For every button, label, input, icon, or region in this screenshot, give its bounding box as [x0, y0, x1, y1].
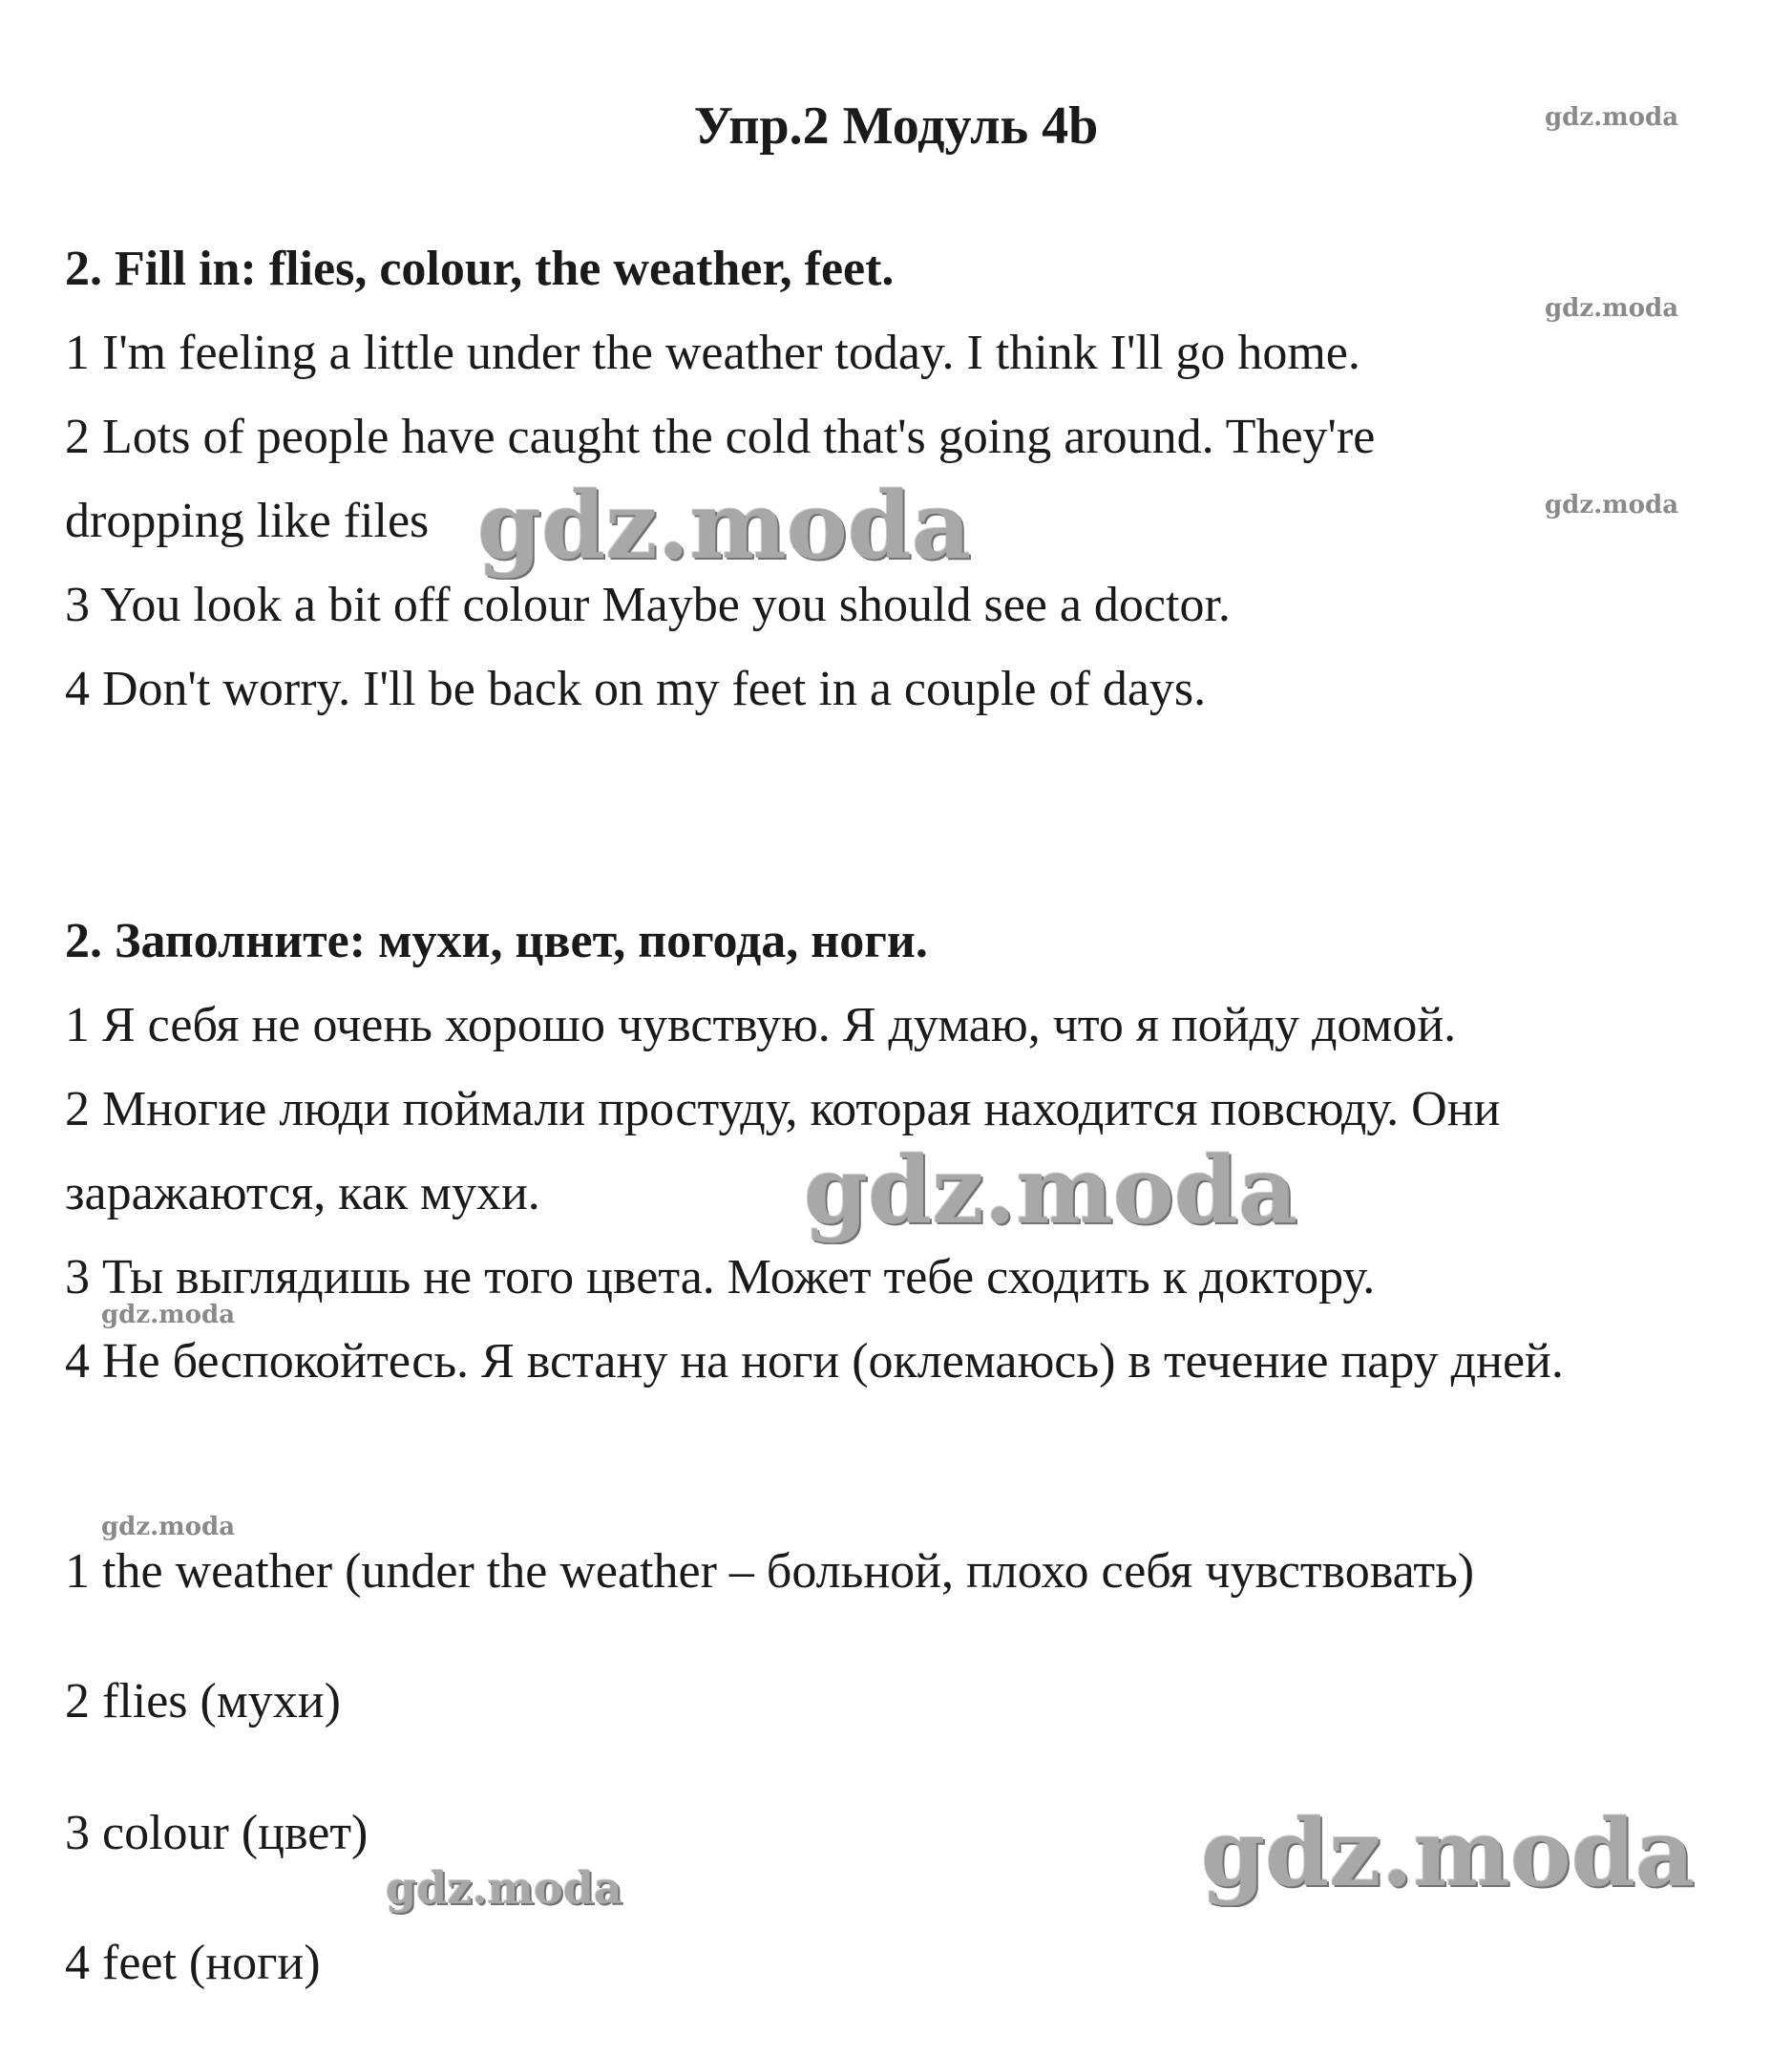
- russian-heading: 2. Заполните: мухи, цвет, погода, ноги.: [65, 914, 928, 968]
- russian-line-1: 1 Я себя не очень хорошо чувствую. Я думаю, что я пойду домой.: [65, 998, 1457, 1052]
- answer-1: 1 the weather (under the weather – больной, плохо себя чувствовать): [65, 1544, 1475, 1599]
- russian-line-2: 2 Многие люди поймали простуду, которая находится повсюду. Они: [65, 1082, 1501, 1136]
- english-line-4: 3 You look a bit off colour Maybe you should see a doctor.: [65, 578, 1231, 632]
- watermark-large: gdz.moda: [477, 472, 972, 580]
- page-title: Упр.2 Модуль 4b: [693, 96, 1099, 156]
- watermark-small: gdz.moda: [1545, 294, 1679, 323]
- watermark-small: gdz.moda: [101, 1513, 236, 1541]
- watermark-large: gdz.moda: [1201, 1799, 1696, 1907]
- english-line-3: dropping like files: [65, 494, 430, 548]
- watermark-small: gdz.moda: [101, 1301, 236, 1329]
- watermark-small: gdz.moda: [1545, 491, 1679, 520]
- english-line-1: 1 I'm feeling a little under the weather today. I think I'll go home.: [65, 326, 1360, 380]
- english-heading: 2. Fill in: flies, colour, the weather, feet.: [65, 242, 895, 296]
- watermark-large: gdz.moda: [804, 1136, 1298, 1244]
- russian-line-5: 4 Не беспокойтесь. Я встану на ноги (оклемаюсь) в течение пару дней.: [65, 1334, 1564, 1389]
- answer-2: 2 flies (мухи): [65, 1674, 341, 1728]
- watermark-medium: gdz.moda: [386, 1862, 622, 1914]
- watermark-small: gdz.moda: [1545, 103, 1679, 132]
- answer-3: 3 colour (цвет): [65, 1806, 369, 1860]
- answer-4: 4 feet (ноги): [65, 1936, 321, 1990]
- english-line-5: 4 Don't worry. I'll be back on my feet in a couple of days.: [65, 662, 1207, 716]
- russian-line-3: заражаются, как мухи.: [65, 1166, 540, 1220]
- russian-line-4: 3 Ты выглядишь не того цвета. Может тебе сходить к доктору.: [65, 1250, 1376, 1304]
- english-line-2: 2 Lots of people have caught the cold that's going around. They're: [65, 410, 1376, 464]
